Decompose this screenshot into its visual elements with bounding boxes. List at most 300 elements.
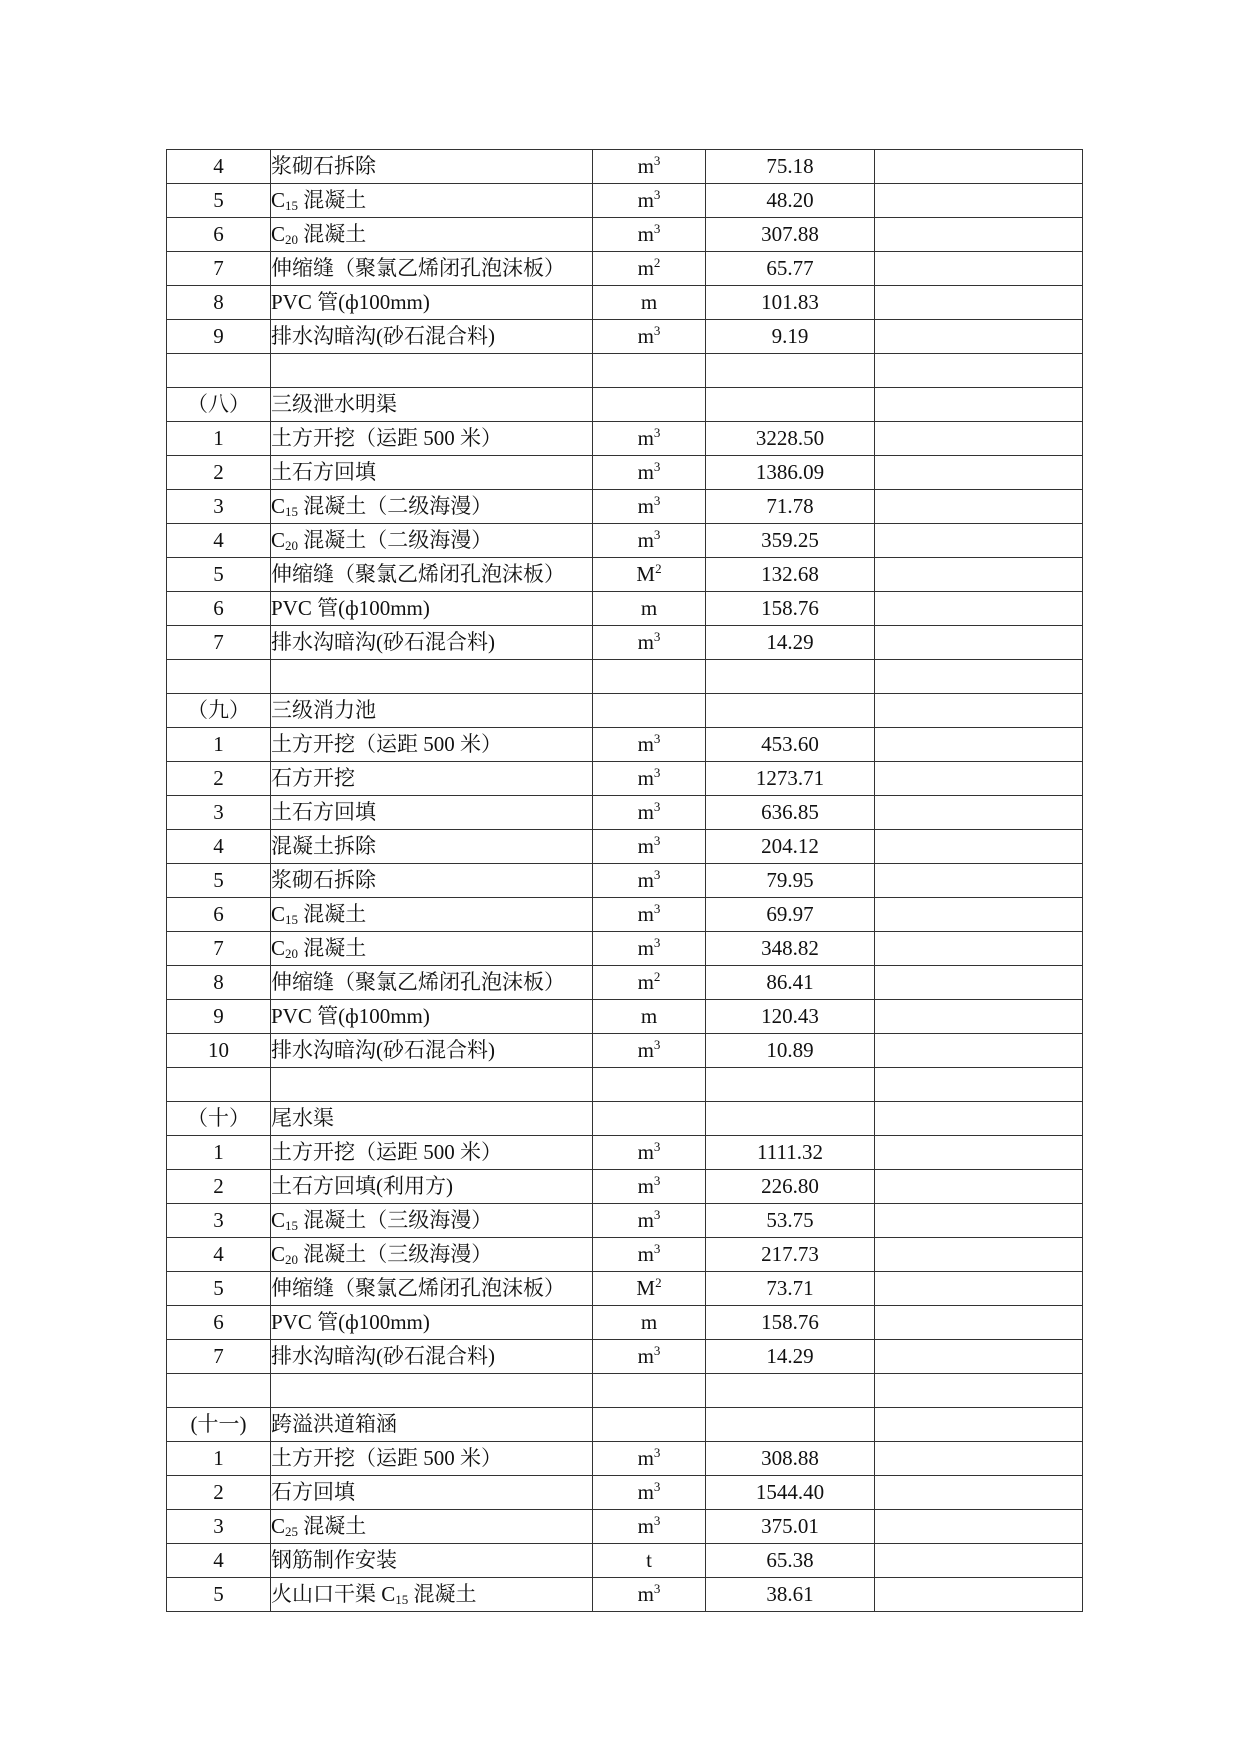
item-number-cell	[167, 150, 271, 184]
table-row	[167, 864, 1083, 898]
unit-cell	[593, 490, 706, 524]
unit: m	[637, 1038, 654, 1062]
item-number-cell	[167, 1102, 271, 1136]
quantity-cell	[706, 558, 875, 592]
table-row	[167, 694, 1083, 728]
remarks-cell	[875, 1068, 1083, 1102]
item-name-prefix: 火山口干渠 C	[271, 1582, 396, 1606]
table-row	[167, 218, 1083, 252]
unit-cell	[593, 1068, 706, 1102]
unit-cell	[593, 932, 706, 966]
item-name-subscript: 20	[285, 1252, 299, 1267]
item-number: 1	[213, 732, 224, 756]
item-name-cell	[271, 1102, 593, 1136]
remarks-cell	[875, 1306, 1083, 1340]
quantity: 1544.40	[755, 1480, 825, 1504]
unit-cell	[593, 1442, 706, 1476]
unit-cell	[593, 1136, 706, 1170]
item-name: 三级泄水明渠	[271, 392, 397, 416]
item-name: 混凝土（三级海漫）	[298, 1242, 493, 1266]
unit: M	[636, 1276, 656, 1300]
remarks-cell	[875, 762, 1083, 796]
item-name: 土方开挖（运距 500 米）	[271, 426, 502, 450]
quantity: 69.97	[766, 902, 814, 926]
item-number-cell	[167, 1170, 271, 1204]
unit-exponent: 2	[653, 255, 661, 270]
table-row	[167, 898, 1083, 932]
unit-cell	[593, 1204, 706, 1238]
remarks-cell	[875, 898, 1083, 932]
unit-cell	[593, 524, 706, 558]
unit-exponent: 3	[653, 901, 661, 916]
unit-cell	[593, 286, 706, 320]
item-number: 4	[213, 834, 224, 858]
remarks-cell	[875, 1510, 1083, 1544]
quantity-cell	[706, 1170, 875, 1204]
unit-cell	[593, 830, 706, 864]
item-name-cell	[271, 456, 593, 490]
remarks-cell	[875, 354, 1083, 388]
quantity: 1111.32	[757, 1140, 823, 1164]
item-number: 3	[213, 494, 224, 518]
remarks-cell	[875, 728, 1083, 762]
item-number: 5	[213, 1276, 224, 1300]
unit-exponent: 3	[653, 1479, 661, 1494]
unit-exponent: 3	[653, 1581, 661, 1596]
unit-cell	[593, 1578, 706, 1612]
item-name-cell	[271, 1510, 593, 1544]
quantity: 10.89	[766, 1038, 814, 1062]
quantity: 48.20	[766, 188, 814, 212]
unit-exponent: 3	[653, 833, 661, 848]
unit-cell	[593, 1238, 706, 1272]
unit: m	[637, 154, 654, 178]
unit-exponent: 3	[653, 459, 661, 474]
item-name-cell	[271, 1340, 593, 1374]
remarks-cell	[875, 694, 1083, 728]
table-row	[167, 1476, 1083, 1510]
item-name: 浆砌石拆除	[271, 868, 376, 892]
unit: m	[637, 460, 654, 484]
item-name-cell	[271, 558, 593, 592]
item-name-cell	[271, 490, 593, 524]
quantity-cell	[706, 592, 875, 626]
unit-cell	[593, 864, 706, 898]
unit: m	[637, 528, 654, 552]
quantity: 217.73	[761, 1242, 819, 1266]
quantity-cell	[706, 1034, 875, 1068]
unit-exponent: 2	[653, 969, 661, 984]
table-row	[167, 1374, 1083, 1408]
unit: m	[637, 324, 654, 348]
item-number-cell	[167, 184, 271, 218]
table-row	[167, 1102, 1083, 1136]
item-number-cell	[167, 320, 271, 354]
remarks-cell	[875, 1238, 1083, 1272]
remarks-cell	[875, 1476, 1083, 1510]
unit-exponent: 3	[653, 187, 661, 202]
item-name-prefix: C	[271, 1242, 286, 1266]
item-name-cell	[271, 150, 593, 184]
table-row	[167, 456, 1083, 490]
remarks-cell	[875, 1170, 1083, 1204]
unit-cell	[593, 1408, 706, 1442]
unit-exponent: 3	[653, 527, 661, 542]
item-name: 土方开挖（运距 500 米）	[271, 732, 502, 756]
remarks-cell	[875, 558, 1083, 592]
table-row	[167, 660, 1083, 694]
remarks-cell	[875, 1374, 1083, 1408]
quantity-cell	[706, 1204, 875, 1238]
item-number: 5	[213, 562, 224, 586]
unit-cell	[593, 320, 706, 354]
quantity-cell	[706, 1544, 875, 1578]
unit-exponent: 3	[653, 731, 661, 746]
item-number-cell	[167, 456, 271, 490]
item-name-prefix: C	[271, 188, 286, 212]
table-row	[167, 796, 1083, 830]
table-row	[167, 966, 1083, 1000]
item-name-cell	[271, 1306, 593, 1340]
item-number: 3	[213, 800, 224, 824]
quantity: 1386.09	[755, 460, 825, 484]
item-name-subscript: 15	[285, 198, 299, 213]
item-name: 混凝土	[298, 1514, 367, 1538]
item-name-cell	[271, 1170, 593, 1204]
unit-cell	[593, 898, 706, 932]
item-number-cell	[167, 490, 271, 524]
item-number-cell	[167, 898, 271, 932]
quantity: 14.29	[766, 1344, 814, 1368]
unit: m	[637, 1140, 654, 1164]
quantity-cell	[706, 1578, 875, 1612]
quantity-cell	[706, 422, 875, 456]
table-row	[167, 286, 1083, 320]
item-number: 3	[213, 1514, 224, 1538]
item-number: 7	[213, 936, 224, 960]
unit-cell	[593, 762, 706, 796]
unit-exponent: 3	[653, 221, 661, 236]
item-name-cell	[271, 218, 593, 252]
unit: m	[637, 256, 654, 280]
remarks-cell	[875, 1544, 1083, 1578]
item-number: 2	[213, 766, 224, 790]
quantity-cell	[706, 1306, 875, 1340]
item-number-cell	[167, 558, 271, 592]
remarks-cell	[875, 864, 1083, 898]
item-name-cell	[271, 252, 593, 286]
quantity: 9.19	[771, 324, 809, 348]
item-number-cell	[167, 796, 271, 830]
item-number: 2	[213, 1174, 224, 1198]
item-name-subscript: 15	[285, 504, 299, 519]
item-name-cell	[271, 728, 593, 762]
unit-cell	[593, 354, 706, 388]
item-name-cell	[271, 1544, 593, 1578]
quantity: 71.78	[766, 494, 814, 518]
item-name: 混凝土	[298, 936, 367, 960]
table-row	[167, 1170, 1083, 1204]
unit-exponent: 2	[655, 561, 662, 576]
quantity-cell	[706, 524, 875, 558]
item-name-cell	[271, 694, 593, 728]
item-number-cell	[167, 1306, 271, 1340]
item-name-cell	[271, 286, 593, 320]
item-number-cell	[167, 1204, 271, 1238]
item-number-cell	[167, 1476, 271, 1510]
quantity-cell	[706, 354, 875, 388]
item-name-cell	[271, 966, 593, 1000]
item-name: 跨溢洪道箱涵	[271, 1412, 397, 1436]
unit-exponent: 3	[653, 1513, 661, 1528]
item-name-prefix: C	[271, 494, 286, 518]
unit-cell	[593, 966, 706, 1000]
item-number: 8	[213, 970, 224, 994]
quantity: 308.88	[761, 1446, 819, 1470]
quantity: 65.38	[766, 1548, 814, 1572]
unit: m	[640, 1310, 658, 1334]
table-row	[167, 524, 1083, 558]
item-name-cell	[271, 1034, 593, 1068]
quantity-cell	[706, 1068, 875, 1102]
item-name: PVC 管(ф100mm)	[271, 596, 430, 620]
unit: m	[637, 1242, 654, 1266]
item-number: 7	[213, 1344, 224, 1368]
remarks-cell	[875, 218, 1083, 252]
item-number-cell	[167, 966, 271, 1000]
remarks-cell	[875, 796, 1083, 830]
remarks-cell	[875, 524, 1083, 558]
remarks-cell	[875, 1000, 1083, 1034]
item-name: 混凝土	[408, 1582, 477, 1606]
item-number-cell	[167, 1068, 271, 1102]
unit-cell	[593, 1340, 706, 1374]
unit-cell	[593, 1510, 706, 1544]
unit: m	[637, 936, 654, 960]
item-number-cell	[167, 762, 271, 796]
item-name: 土石方回填	[271, 460, 376, 484]
quantity-cell	[706, 864, 875, 898]
remarks-cell	[875, 1136, 1083, 1170]
item-name-prefix: C	[271, 1514, 286, 1538]
table-row	[167, 1034, 1083, 1068]
remarks-cell	[875, 286, 1083, 320]
item-name-cell	[271, 1068, 593, 1102]
item-number-cell	[167, 252, 271, 286]
item-name-prefix: C	[271, 528, 286, 552]
quantity-cell	[706, 1272, 875, 1306]
unit: m	[637, 970, 654, 994]
unit-exponent: 3	[653, 1139, 661, 1154]
quantity-cell	[706, 490, 875, 524]
table-row	[167, 1408, 1083, 1442]
item-number-cell	[167, 932, 271, 966]
unit-cell	[593, 796, 706, 830]
unit: m	[637, 222, 654, 246]
unit-cell	[593, 388, 706, 422]
unit: M	[636, 562, 656, 586]
table-row	[167, 354, 1083, 388]
quantity-cell	[706, 150, 875, 184]
item-name: 混凝土拆除	[271, 834, 376, 858]
item-name: 混凝土（二级海漫）	[298, 528, 493, 552]
quantity: 1273.71	[755, 766, 825, 790]
item-name-cell	[271, 864, 593, 898]
quantity: 226.80	[761, 1174, 819, 1198]
item-name-prefix: C	[271, 936, 286, 960]
item-name: 石方回填	[271, 1480, 355, 1504]
quantity-cell	[706, 966, 875, 1000]
table-row	[167, 728, 1083, 762]
unit-exponent: 3	[653, 935, 661, 950]
item-name-cell	[271, 898, 593, 932]
item-name-cell	[271, 1272, 593, 1306]
item-name-prefix: C	[271, 902, 286, 926]
remarks-cell	[875, 490, 1083, 524]
item-number: （八）	[187, 392, 250, 416]
quantity: 53.75	[766, 1208, 814, 1232]
unit-exponent: 3	[653, 153, 661, 168]
item-name-cell	[271, 1374, 593, 1408]
quantity: 359.25	[761, 528, 819, 552]
table-row	[167, 1272, 1083, 1306]
item-name: 混凝土	[298, 188, 367, 212]
unit: m	[637, 800, 654, 824]
table-row	[167, 1544, 1083, 1578]
item-number-cell	[167, 1374, 271, 1408]
unit-cell	[593, 626, 706, 660]
quantity-cell	[706, 320, 875, 354]
item-number-cell	[167, 422, 271, 456]
item-name-cell	[271, 1238, 593, 1272]
item-number-cell	[167, 1136, 271, 1170]
unit: m	[637, 766, 654, 790]
unit: m	[637, 630, 654, 654]
item-number: 9	[213, 1004, 224, 1028]
quantity: 3228.50	[755, 426, 825, 450]
item-number: 4	[213, 1242, 224, 1266]
quantity-table	[166, 149, 1083, 1612]
quantity: 158.76	[761, 1310, 819, 1334]
item-name-cell	[271, 932, 593, 966]
item-name-subscript: 15	[395, 1592, 409, 1607]
item-number-cell	[167, 1000, 271, 1034]
quantity: 73.71	[766, 1276, 814, 1300]
item-number: 7	[213, 630, 224, 654]
unit: m	[640, 596, 658, 620]
quantity-cell	[706, 1102, 875, 1136]
item-name-cell	[271, 524, 593, 558]
item-number: 2	[213, 460, 224, 484]
table-row	[167, 1340, 1083, 1374]
table-row	[167, 422, 1083, 456]
table-row	[167, 1306, 1083, 1340]
unit-cell	[593, 1306, 706, 1340]
item-name-cell	[271, 1204, 593, 1238]
quantity-cell	[706, 796, 875, 830]
quantity-cell	[706, 1000, 875, 1034]
item-number: 6	[213, 1310, 224, 1334]
quantity: 101.83	[761, 290, 819, 314]
quantity-cell	[706, 626, 875, 660]
item-number: 10	[208, 1038, 229, 1062]
table-row	[167, 626, 1083, 660]
unit-cell	[593, 1170, 706, 1204]
unit: m	[637, 834, 654, 858]
table-row	[167, 592, 1083, 626]
quantity: 158.76	[761, 596, 819, 620]
item-number: 1	[213, 1446, 224, 1470]
unit: t	[646, 1548, 652, 1572]
unit-exponent: 3	[653, 765, 661, 780]
unit-exponent: 3	[653, 1241, 661, 1256]
item-name: 排水沟暗沟(砂石混合料)	[271, 630, 495, 654]
item-number: 5	[213, 188, 224, 212]
item-number-cell	[167, 728, 271, 762]
item-name: 排水沟暗沟(砂石混合料)	[271, 1344, 495, 1368]
unit-cell	[593, 1374, 706, 1408]
table-row	[167, 1578, 1083, 1612]
item-name-cell	[271, 422, 593, 456]
table-row	[167, 320, 1083, 354]
remarks-cell	[875, 830, 1083, 864]
quantity-cell	[706, 1340, 875, 1374]
item-name-cell	[271, 796, 593, 830]
item-number: 1	[213, 1140, 224, 1164]
quantity-cell	[706, 660, 875, 694]
unit-exponent: 2	[655, 1275, 662, 1290]
remarks-cell	[875, 592, 1083, 626]
item-number: 1	[213, 426, 224, 450]
item-name: 尾水渠	[271, 1106, 334, 1130]
unit: m	[637, 188, 654, 212]
quantity-table-body	[167, 150, 1083, 1612]
unit: m	[637, 1582, 654, 1606]
item-number-cell	[167, 1510, 271, 1544]
item-name-subscript: 20	[285, 946, 299, 961]
unit: m	[637, 1344, 654, 1368]
item-name-cell	[271, 1442, 593, 1476]
item-number-cell	[167, 1340, 271, 1374]
table-row	[167, 1510, 1083, 1544]
table-row	[167, 1136, 1083, 1170]
item-name: PVC 管(ф100mm)	[271, 1310, 430, 1334]
unit-cell	[593, 1272, 706, 1306]
item-name: 混凝土（三级海漫）	[298, 1208, 493, 1232]
unit-cell	[593, 1102, 706, 1136]
quantity: 204.12	[761, 834, 819, 858]
remarks-cell	[875, 1578, 1083, 1612]
item-number: 3	[213, 1208, 224, 1232]
item-number-cell	[167, 1408, 271, 1442]
item-number: 4	[213, 528, 224, 552]
unit: m	[637, 426, 654, 450]
quantity: 65.77	[766, 256, 814, 280]
item-name: 三级消力池	[271, 698, 376, 722]
unit-cell	[593, 184, 706, 218]
item-name-cell	[271, 762, 593, 796]
unit-cell	[593, 592, 706, 626]
item-name: 钢筋制作安装	[271, 1548, 397, 1572]
table-row	[167, 1000, 1083, 1034]
unit-cell	[593, 422, 706, 456]
quantity: 38.61	[766, 1582, 814, 1606]
quantity-cell	[706, 1476, 875, 1510]
table-row	[167, 1204, 1083, 1238]
table-row	[167, 830, 1083, 864]
table-row	[167, 184, 1083, 218]
item-name-cell	[271, 1136, 593, 1170]
